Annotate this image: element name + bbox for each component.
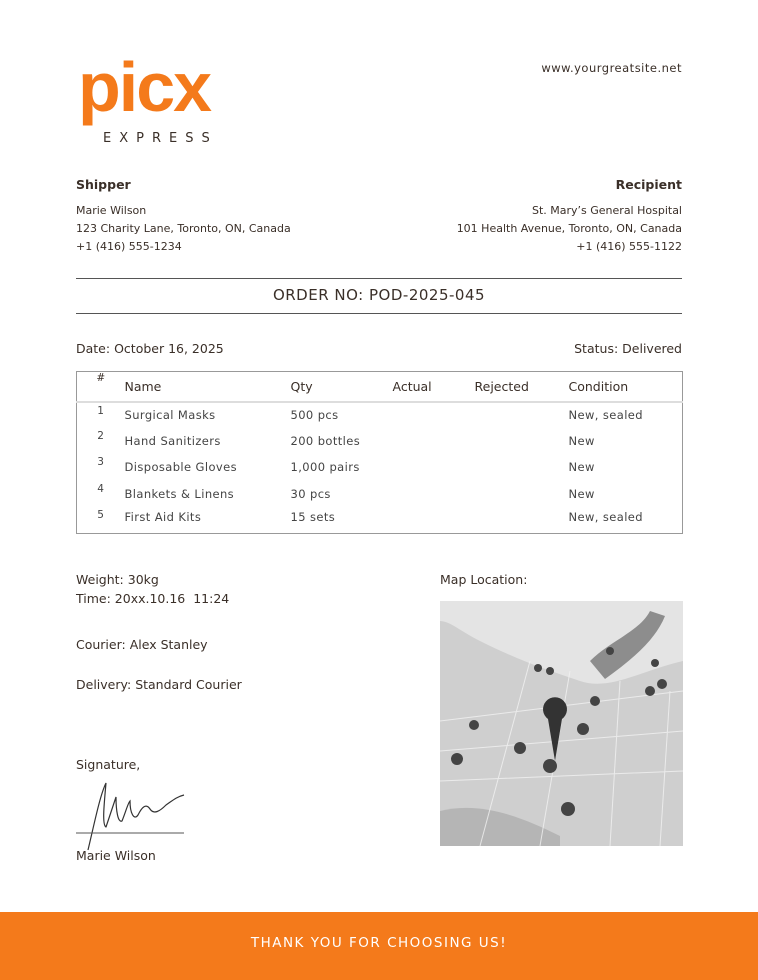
date-label: Date: bbox=[76, 341, 111, 356]
map-image bbox=[440, 601, 683, 846]
status bbox=[574, 341, 682, 356]
item-name: Hand Sanitizers bbox=[124, 434, 221, 449]
item-number: 5 bbox=[97, 509, 105, 522]
col-condition: Condition bbox=[569, 372, 683, 402]
divider bbox=[76, 313, 682, 314]
item-rejected bbox=[475, 507, 569, 533]
status-value: Delivered bbox=[622, 341, 682, 356]
shipper-heading: Shipper bbox=[76, 177, 131, 192]
item-condition: New, sealed bbox=[568, 510, 643, 524]
item-qty: 1,000 pairs bbox=[290, 460, 360, 475]
item-actual bbox=[393, 454, 475, 480]
shipper-info bbox=[76, 202, 291, 256]
time-value: 20xx.10.16 11:24 bbox=[114, 591, 230, 606]
order-label: ORDER NO: bbox=[272, 286, 364, 304]
col-name: Name bbox=[125, 372, 291, 402]
order-value: POD-2025-045 bbox=[369, 286, 486, 304]
time-label: Time: bbox=[76, 591, 111, 606]
col-number: # bbox=[77, 372, 125, 402]
item-qty: 500 pcs bbox=[290, 408, 339, 423]
signature-name: Marie Wilson bbox=[76, 848, 156, 863]
item-name: Disposable Gloves bbox=[124, 460, 237, 475]
footer-banner: THANK YOU FOR CHOOSING US! bbox=[0, 912, 758, 980]
item-number: 3 bbox=[97, 456, 105, 469]
brand-tagline: EXPRESS bbox=[103, 131, 218, 146]
order-number bbox=[76, 286, 682, 304]
table-row bbox=[77, 428, 683, 454]
shipper-name: Marie Wilson bbox=[76, 204, 147, 217]
weight-value: 30kg bbox=[127, 572, 159, 587]
item-rejected bbox=[475, 428, 569, 454]
item-rejected bbox=[475, 402, 569, 428]
item-number: 2 bbox=[97, 429, 105, 442]
courier-value: Alex Stanley bbox=[129, 637, 208, 652]
item-name: First Aid Kits bbox=[124, 510, 202, 524]
delivery-value: Standard Courier bbox=[135, 677, 242, 692]
item-name: Blankets & Linens bbox=[124, 486, 235, 501]
website-link[interactable]: www.yourgreatsite.net bbox=[541, 61, 682, 75]
item-condition: New bbox=[568, 460, 595, 475]
col-qty: Qty bbox=[291, 372, 393, 402]
divider bbox=[76, 278, 682, 279]
signature-image bbox=[76, 775, 188, 855]
courier bbox=[76, 637, 208, 652]
col-actual: Actual bbox=[393, 372, 475, 402]
table-row bbox=[77, 507, 683, 533]
courier-label: Courier: bbox=[76, 637, 126, 652]
recipient-info bbox=[457, 202, 682, 256]
shipper-address: 123 Charity Lane, Toronto, ON, Canada bbox=[76, 222, 291, 235]
signature-label: Signature, bbox=[76, 757, 141, 772]
item-condition: New, sealed bbox=[568, 408, 643, 423]
table-header bbox=[77, 372, 683, 402]
recipient-name: St. Mary’s General Hospital bbox=[531, 204, 682, 217]
item-condition: New bbox=[568, 434, 595, 449]
status-label: Status: bbox=[574, 341, 619, 356]
table-row bbox=[77, 481, 683, 507]
date-value: October 16, 2025 bbox=[114, 341, 224, 356]
delivery-label: Delivery: bbox=[76, 677, 132, 692]
delivery bbox=[76, 677, 242, 692]
item-qty: 15 sets bbox=[290, 510, 336, 524]
item-number: 4 bbox=[97, 482, 105, 495]
table-row bbox=[77, 454, 683, 480]
item-rejected bbox=[475, 454, 569, 480]
item-actual bbox=[393, 507, 475, 533]
shipper-phone: +1 (416) 555-1234 bbox=[76, 240, 182, 253]
brand-logo: picx bbox=[78, 48, 211, 126]
item-qty: 30 pcs bbox=[290, 486, 331, 501]
recipient-phone: +1 (416) 555-1122 bbox=[576, 240, 682, 253]
date bbox=[76, 341, 224, 356]
item-actual bbox=[393, 428, 475, 454]
item-name: Surgical Masks bbox=[124, 408, 216, 423]
item-number: 1 bbox=[97, 404, 105, 417]
item-actual bbox=[393, 402, 475, 428]
weight bbox=[76, 572, 159, 587]
items-table bbox=[76, 371, 683, 534]
item-qty: 200 bottles bbox=[290, 434, 361, 449]
table-row bbox=[77, 402, 683, 428]
time bbox=[76, 591, 229, 606]
recipient-address: 101 Health Avenue, Toronto, ON, Canada bbox=[456, 222, 682, 235]
weight-label: Weight: bbox=[76, 572, 124, 587]
col-rejected: Rejected bbox=[475, 372, 569, 402]
item-actual bbox=[393, 481, 475, 507]
map-label: Map Location: bbox=[440, 572, 528, 587]
recipient-heading: Recipient bbox=[615, 177, 682, 192]
item-rejected bbox=[475, 481, 569, 507]
item-condition: New bbox=[568, 486, 595, 501]
